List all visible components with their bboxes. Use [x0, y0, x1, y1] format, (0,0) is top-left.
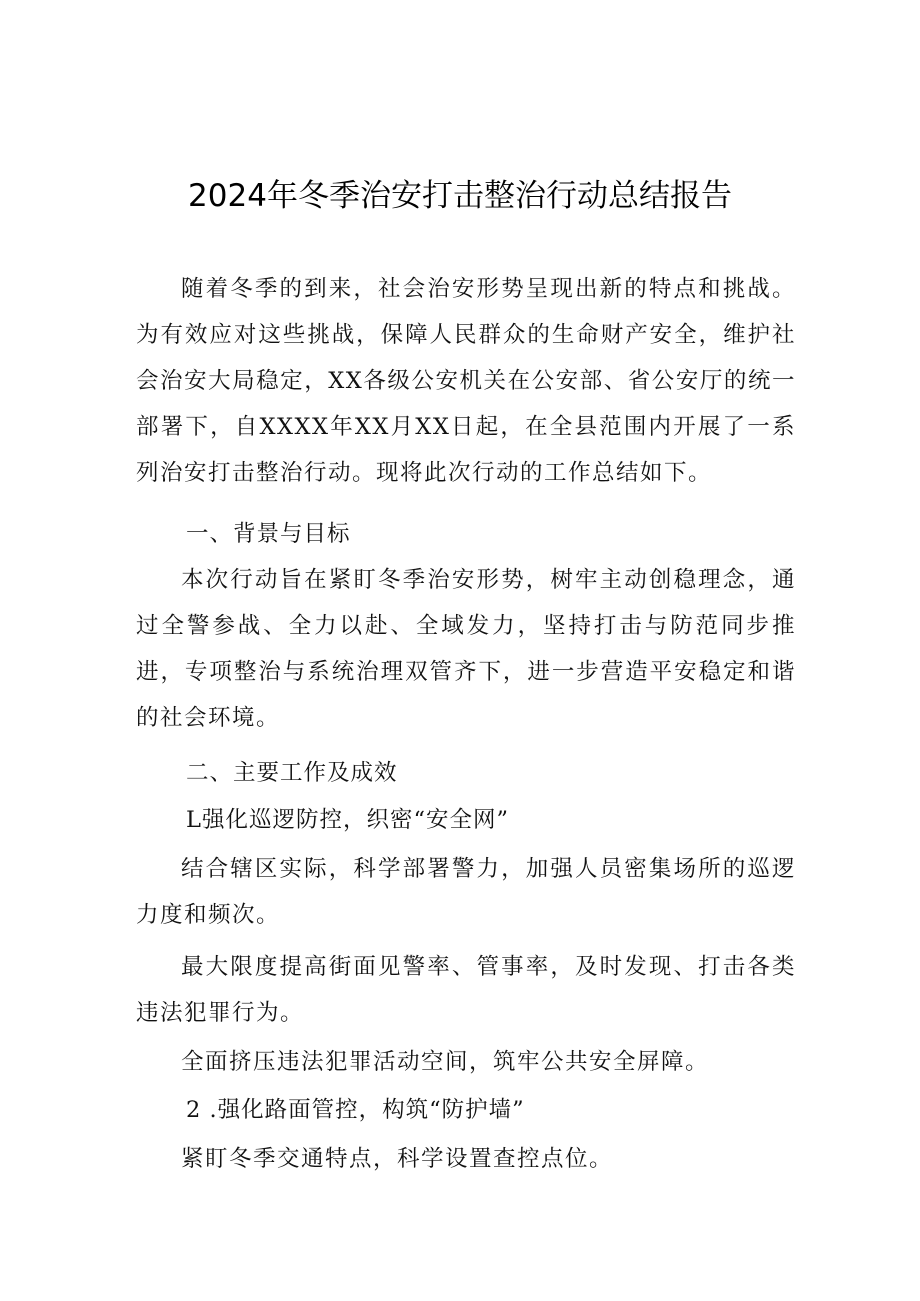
section-paragraph-background: 本次行动旨在紧盯冬季治安形势，树牢主动创稳理念，通过全警参战、全力以赴、全域发力，坚持打击与防范同步推进，专项整治与系统治理双管齐下，进一步营造平安稳定和谐的社会环境。 — [136, 567, 796, 731]
document-title: 2024年冬季治安打击整治行动总结报告 — [188, 178, 732, 214]
paragraph-road-control-1: 紧盯冬季交通特点，科学设置查控点位。 — [181, 1146, 614, 1172]
section-heading-background: 一、背景与目标 — [186, 521, 351, 547]
paragraph-patrol-3: 全面挤压违法犯罪活动空间，筑牢公共安全屏障。 — [181, 1049, 710, 1075]
intro-paragraph: 随着冬季的到来，社会治安形势呈现出新的特点和挑战。为有效应对这些挑战，保障人民群众的生命财产安全，维护社会治安大局稳定，XX各级公安机关在公安部、省公安厅的统一部署下，自XXXX年XX月XX日起，在全县范围内开展了一系列治安打击整治行动。现将此次行动的工作总结如下。 — [136, 276, 796, 486]
subsection-title-patrol: L强化巡逻防控，织密“安全网” — [186, 807, 509, 833]
subsection-title-road-control: 2 .强化路面管控，构筑“防护墙” — [186, 1097, 525, 1123]
paragraph-patrol-1: 结合辖区实际，科学部署警力，加强人员密集场所的巡逻力度和频次。 — [136, 856, 796, 928]
paragraph-patrol-2: 最大限度提高街面见警率、管事率，及时发现、打击各类违法犯罪行为。 — [136, 954, 796, 1026]
section-heading-main-work: 二、主要工作及成效 — [186, 760, 398, 786]
